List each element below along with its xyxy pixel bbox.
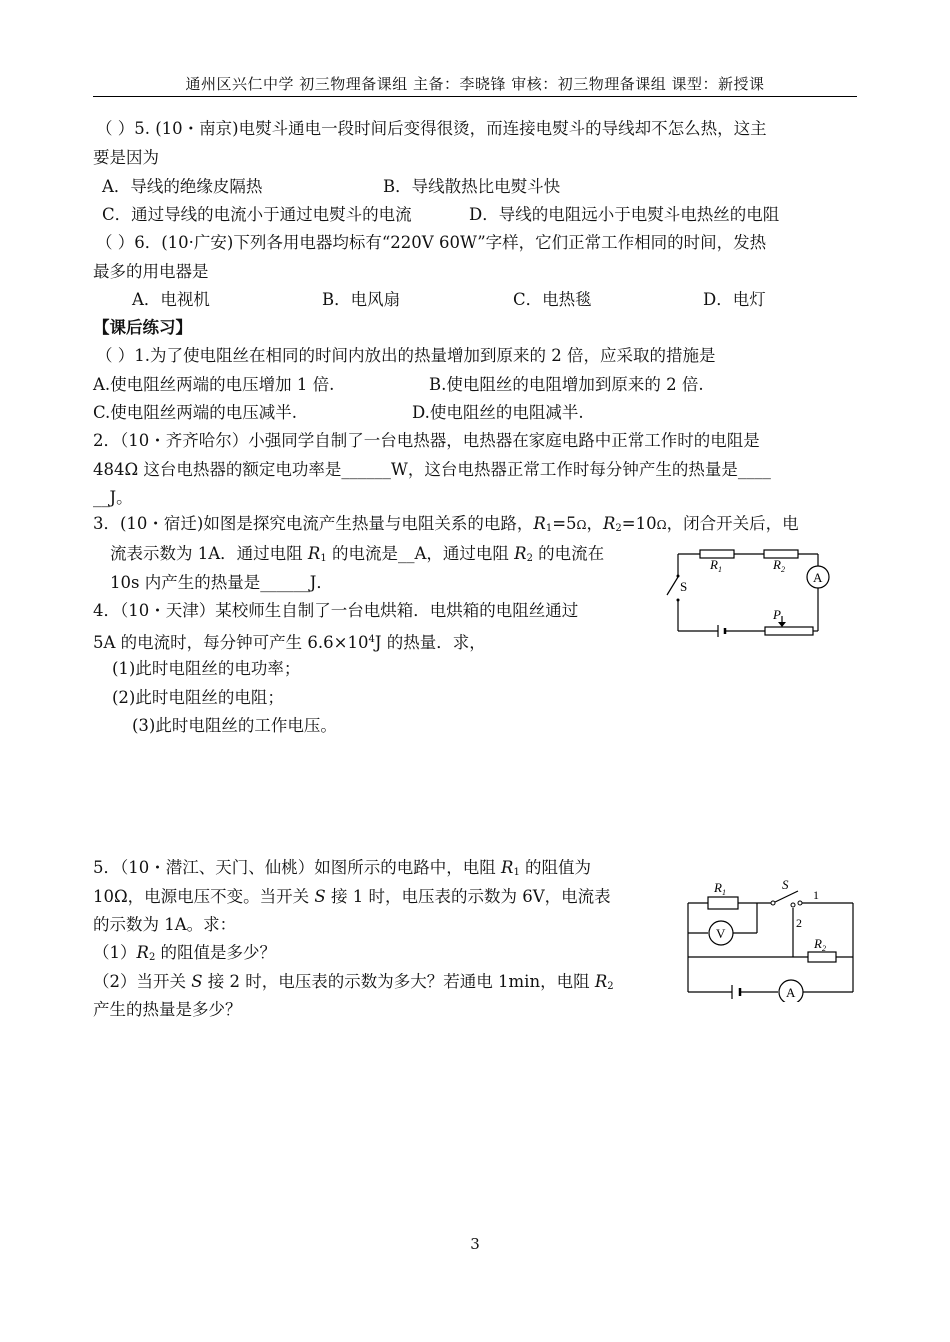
q6-option-b: B．电风扇: [322, 290, 401, 309]
q6-stem-line2: 最多的用电器是: [93, 262, 209, 281]
q5-option-d: D．导线的电阻远小于电熨斗电热丝的电阻: [469, 205, 780, 224]
p1-option-a: A.使电阻丝两端的电压增加 1 倍.: [93, 375, 335, 394]
label-slider: P: [773, 607, 781, 622]
p2-line3: __J。: [93, 488, 133, 507]
p5-line3: 的示数为 1A。求：: [93, 915, 237, 934]
label-r1: $R_1$: [714, 880, 726, 897]
p4-sub2: (2)此时电阻丝的电阻；: [112, 688, 284, 707]
q5-stem-line1: （ ）5. (10・南京)电熨斗通电一段时间后变得很烫，而连接电熨斗的导线却不怎么热，这主: [96, 119, 767, 138]
p5-line2: 10Ω，电源电压不变。当开关 S 接 1 时，电压表的示数为 6V，电流表: [93, 887, 611, 906]
p5-sub2: （2）当开关 S 接 2 时，电压表的示数为多大？若通电 1min，电阻 $R_2$: [93, 972, 614, 992]
label-switch: S: [680, 579, 688, 594]
q5-option-c: C．通过导线的电流小于通过电熨斗的电流: [102, 205, 412, 224]
switch-lever: [667, 577, 678, 595]
resistor-r2: [764, 550, 798, 558]
section-title: 【课后练习】: [93, 318, 192, 337]
label-r2: $R_2$: [773, 557, 785, 574]
q5-option-a: A．导线的绝缘皮隔热: [102, 177, 263, 196]
label-voltmeter: V: [716, 926, 726, 941]
p2-line1: 2．（10・齐齐哈尔）小强同学自制了一台电热器，电热器在家庭电路中正常工作时的电阻是: [93, 431, 760, 450]
header-rule: [93, 96, 857, 97]
q6-option-d: D．电灯: [703, 290, 766, 309]
p1-option-b: B.使电阻丝的电阻增加到原来的 2 倍.: [429, 375, 704, 394]
p3-line2: 流表示数为 1A．通过电阻 $R_1$ 的电流是__A，通过电阻 $R_2$ 的电流在: [110, 544, 605, 564]
p2-line2: 484Ω 这台电热器的额定电功率是______W，这台电热器正常工作时每分钟产生的热量是____: [93, 460, 771, 479]
label-r1: $R_1$: [710, 557, 722, 574]
p4-line1: 4．（10・天津）某校师生自制了一台电烘箱．电烘箱的电阻丝通过: [93, 601, 579, 620]
resistor-r1: [708, 897, 738, 909]
label-ammeter: A: [786, 985, 796, 1000]
q5-stem-line2: 要是因为: [93, 148, 159, 167]
p4-sub3: (3)此时电阻丝的工作电压。: [132, 716, 337, 735]
circuit-diagram-2: [678, 872, 863, 1002]
p5-sub1: $(1)R_2$ 的阻值是多少？: [93, 943, 277, 963]
label-switch: S: [782, 877, 789, 892]
label-r2: $R_2$: [814, 936, 826, 953]
rheostat: [765, 627, 813, 635]
page-number: 3: [470, 1235, 480, 1253]
p1-option-d: D.使电阻丝的电阻减半.: [412, 403, 584, 422]
page-header: 通州区兴仁中学 初三物理备课组 主备：李晓锋 审核：初三物理备课组 课型：新授课: [185, 75, 765, 93]
p4-sub1: (1)此时电阻丝的电功率；: [112, 659, 301, 678]
p5-line1: 5．（10・潜江、天门、仙桃）如图所示的电路中，电阻 $R_1$ 的阻值为: [93, 858, 592, 878]
label-terminal-2: 2: [796, 916, 802, 930]
p4-line2: 5A 的电流时，每分钟可产生 $6.6\times 10^4J$ 的热量．求，: [93, 633, 486, 652]
p3-line1: 3．(10・宿迁)如图是探究电流产生热量与电阻关系的电路，$R_1=5\Omega$，$R_2=10\Omega$，闭合开关后，电: [93, 514, 799, 534]
q6-stem-line1: （ ）6．(10·广安)下列各用电器均标有“220V 60W”字样，它们正常工作相同的时间，发热: [96, 233, 767, 252]
circuit-diagram-1: [660, 545, 840, 645]
label-ammeter: A: [813, 570, 823, 585]
q5-option-b: B．导线散热比电熨斗快: [383, 177, 561, 196]
p1-stem: （ ）1.为了使电阻丝在相同的时间内放出的热量增加到原来的 2 倍，应采取的措施是: [96, 346, 716, 365]
q6-option-a: A．电视机: [132, 290, 210, 309]
q6-option-c: C．电热毯: [513, 290, 592, 309]
p3-line3: 10s 内产生的热量是______J．: [110, 573, 333, 592]
switch-lever: [773, 891, 798, 903]
label-terminal-1: 1: [813, 888, 819, 902]
resistor-r2: [808, 952, 836, 962]
p1-option-c: C.使电阻丝两端的电压减半.: [93, 403, 298, 422]
p5-sub3: 产生的热量是多少？: [93, 1000, 242, 1019]
